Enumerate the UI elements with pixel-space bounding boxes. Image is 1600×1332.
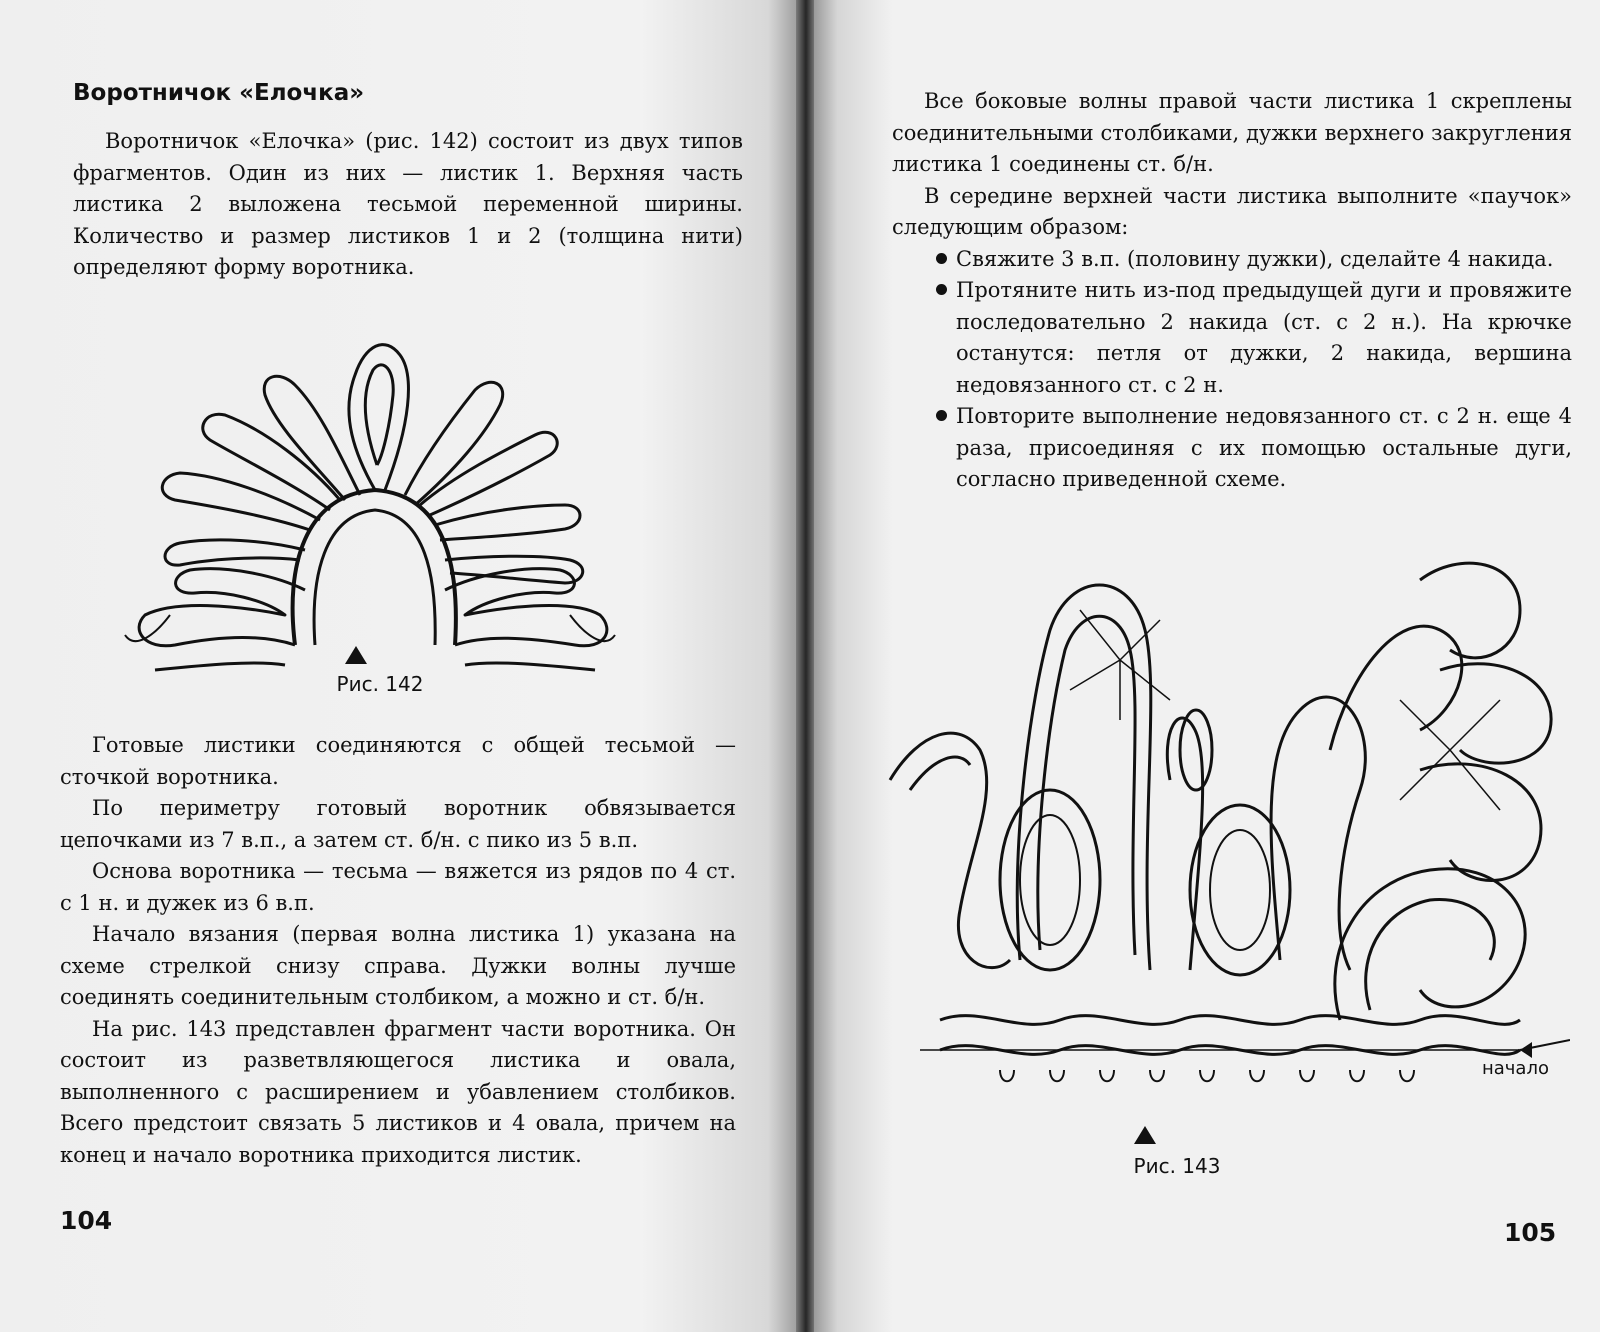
list-item bbox=[934, 244, 1572, 276]
body-text bbox=[60, 730, 736, 1171]
figure-143-caption: Рис. 143 bbox=[1133, 1154, 1221, 1178]
list-item-text: Свяжите 3 в.п. (половину дужки), сделайте 4 накида. bbox=[956, 246, 1554, 271]
list-item bbox=[934, 275, 1572, 401]
body-paragraph: Начало вязания (первая волна листика 1) указана на схеме стрелкой снизу справа. Дужки волны лучше соединять соединительным столбиком, а можно и ст. б/н. bbox=[60, 922, 736, 1009]
right-page bbox=[814, 0, 1600, 1332]
right-paragraph: Все боковые волны правой части листика 1 скреплены соединительными столбиками, дужки верхнего закругления листика 1 соединены ст. б/н. bbox=[892, 89, 1572, 176]
body-paragraph: Основа воротника — тесьма — вяжется из рядов по 4 ст. с 1 н. и дужек из 6 в.п. bbox=[60, 859, 736, 915]
figure-143-marker-icon bbox=[1134, 1126, 1156, 1144]
right-paragraph: В середине верхней части листика выполните «паучок» следующим образом: bbox=[892, 183, 1572, 239]
list-item bbox=[934, 401, 1572, 496]
bullet-icon bbox=[936, 410, 947, 421]
instruction-list bbox=[934, 244, 1572, 496]
bullet-icon bbox=[936, 253, 947, 264]
figure-143-crochet-chart bbox=[880, 550, 1570, 1120]
bullet-icon bbox=[936, 284, 947, 295]
figure-142-marker-icon bbox=[345, 646, 367, 664]
body-paragraph: По периметру готовый воротник обвязывается цепочками из 7 в.п., а затем ст. б/н. с пико из 5 в.п. bbox=[60, 796, 736, 852]
section-heading: Воротничок «Елочка» bbox=[73, 80, 365, 106]
chart-start-label: начало bbox=[1482, 1058, 1549, 1079]
intro-paragraph: Воротничок «Елочка» (рис. 142) состоит из двух типов фрагментов. Один из них — листик 1. Верхняя часть листика 2 выложена тесьмой переменной ширины. Количество и размер листиков 1 и 2 (толщина нити) определяют форму воротника. bbox=[73, 129, 743, 279]
body-paragraph: На рис. 143 представлен фрагмент части воротника. Он состоит из разветвляющегося листика и овала, выполненного с расширением и убавлением столбиков. Всего предстоит связать 5 листиков и 4 овала, причем на конец и начало воротника приходится листик. bbox=[60, 1016, 736, 1167]
list-item-text: Протяните нить из-под предыдущей дуги и провяжите последовательно 2 накида (ст. с 2 н.). На крючке останутся: петля от дужки, 2 накида, вершина недовязанного ст. с 2 н. bbox=[956, 278, 1572, 397]
page-number-left: 104 bbox=[60, 1206, 113, 1235]
page-number-right: 105 bbox=[1504, 1218, 1557, 1247]
body-paragraph: Готовые листики соединяются с общей тесьмой — сточкой воротника. bbox=[60, 733, 736, 789]
figure-142-collar-drawing bbox=[115, 315, 625, 695]
list-item-text: Повторите выполнение недовязанного ст. с 2 н. еще 4 раза, присоединяя с их помощью остальные дуги, согласно приведенной схеме. bbox=[956, 404, 1572, 491]
intro-text bbox=[73, 126, 743, 284]
right-text bbox=[892, 86, 1572, 496]
figure-142-caption: Рис. 142 bbox=[336, 672, 424, 696]
